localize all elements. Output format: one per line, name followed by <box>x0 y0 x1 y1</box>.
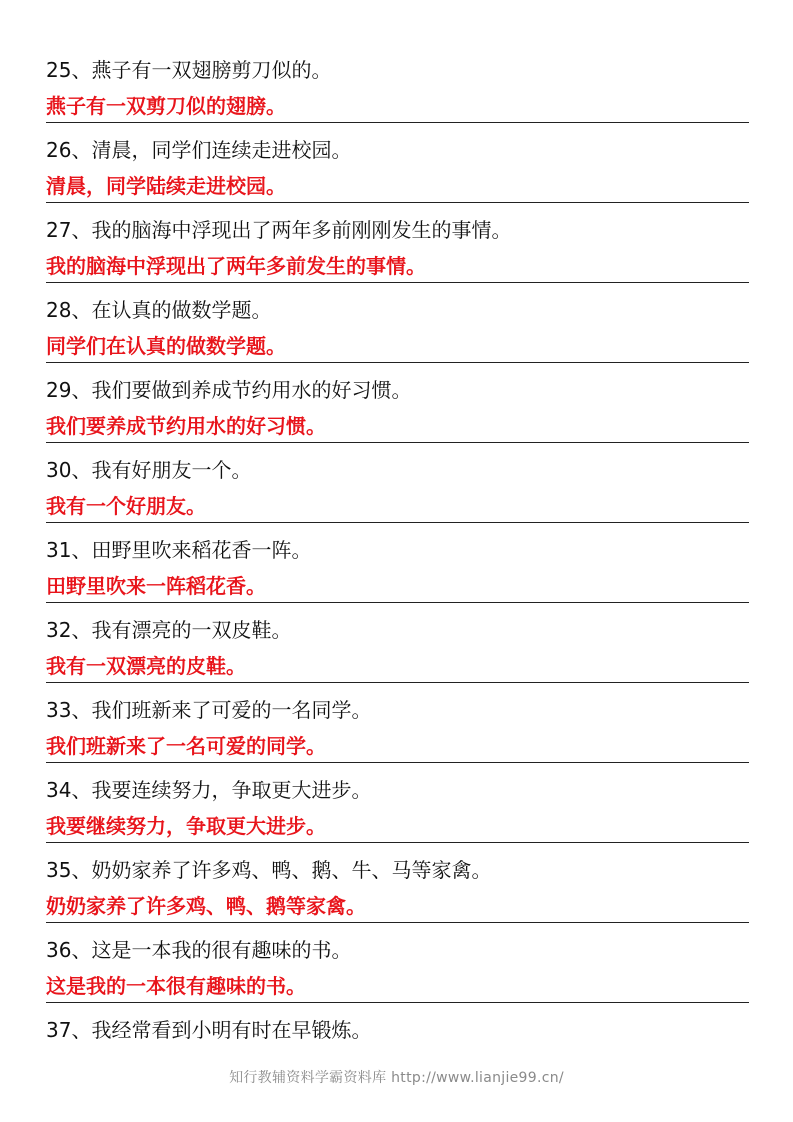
question-sentence: 29、我们要做到养成节约用水的好习惯。 <box>46 378 412 402</box>
question-sentence: 30、我有好朋友一个。 <box>46 458 252 482</box>
exercise-item <box>46 852 749 932</box>
exercise-item <box>46 692 749 772</box>
exercise-item <box>46 212 749 292</box>
question-sentence: 32、我有漂亮的一双皮鞋。 <box>46 618 292 642</box>
corrected-answer: 我们班新来了一名可爱的同学。 <box>46 730 749 763</box>
question-sentence: 36、这是一本我的很有趣味的书。 <box>46 938 352 962</box>
corrected-answer: 我要继续努力，争取更大进步。 <box>46 810 749 843</box>
exercise-item <box>46 132 749 212</box>
question-sentence: 34、我要连续努力，争取更大进步。 <box>46 778 372 802</box>
exercise-item <box>46 772 749 852</box>
exercise-item <box>46 932 749 1012</box>
corrected-answer: 我的脑海中浮现出了两年多前发生的事情。 <box>46 250 749 283</box>
corrected-answer: 同学们在认真的做数学题。 <box>46 330 749 363</box>
question-sentence: 26、清晨，同学们连续走进校园。 <box>46 138 352 162</box>
question-sentence: 37、我经常看到小明有时在早锻炼。 <box>46 1018 372 1042</box>
question-sentence: 25、燕子有一双翅膀剪刀似的。 <box>46 58 332 82</box>
corrected-answer: 我们要养成节约用水的好习惯。 <box>46 410 749 443</box>
question-sentence: 27、我的脑海中浮现出了两年多前刚刚发生的事情。 <box>46 218 512 242</box>
exercise-list <box>46 52 749 1092</box>
exercise-item <box>46 452 749 532</box>
corrected-answer: 我有一双漂亮的皮鞋。 <box>46 650 749 683</box>
question-sentence: 33、我们班新来了可爱的一名同学。 <box>46 698 372 722</box>
exercise-item <box>46 612 749 692</box>
corrected-answer: 奶奶家养了许多鸡、鸭、鹅等家禽。 <box>46 890 749 923</box>
footer-watermark: 知行教辅资料学霸资料库 http://www.lianjie99.cn/ <box>229 1070 564 1086</box>
question-sentence: 31、田野里吹来稻花香一阵。 <box>46 538 312 562</box>
corrected-answer: 田野里吹来一阵稻花香。 <box>46 570 749 603</box>
exercise-item <box>46 52 749 132</box>
exercise-item <box>46 372 749 452</box>
exercise-item <box>46 532 749 612</box>
corrected-answer: 燕子有一双剪刀似的翅膀。 <box>46 90 749 123</box>
question-sentence: 28、在认真的做数学题。 <box>46 298 272 322</box>
corrected-answer: 这是我的一本很有趣味的书。 <box>46 970 749 1003</box>
exercise-item <box>46 292 749 372</box>
corrected-answer: 我有一个好朋友。 <box>46 490 749 523</box>
question-sentence: 35、奶奶家养了许多鸡、鸭、鹅、牛、马等家禽。 <box>46 858 492 882</box>
corrected-answer: 清晨，同学陆续走进校园。 <box>46 170 749 203</box>
